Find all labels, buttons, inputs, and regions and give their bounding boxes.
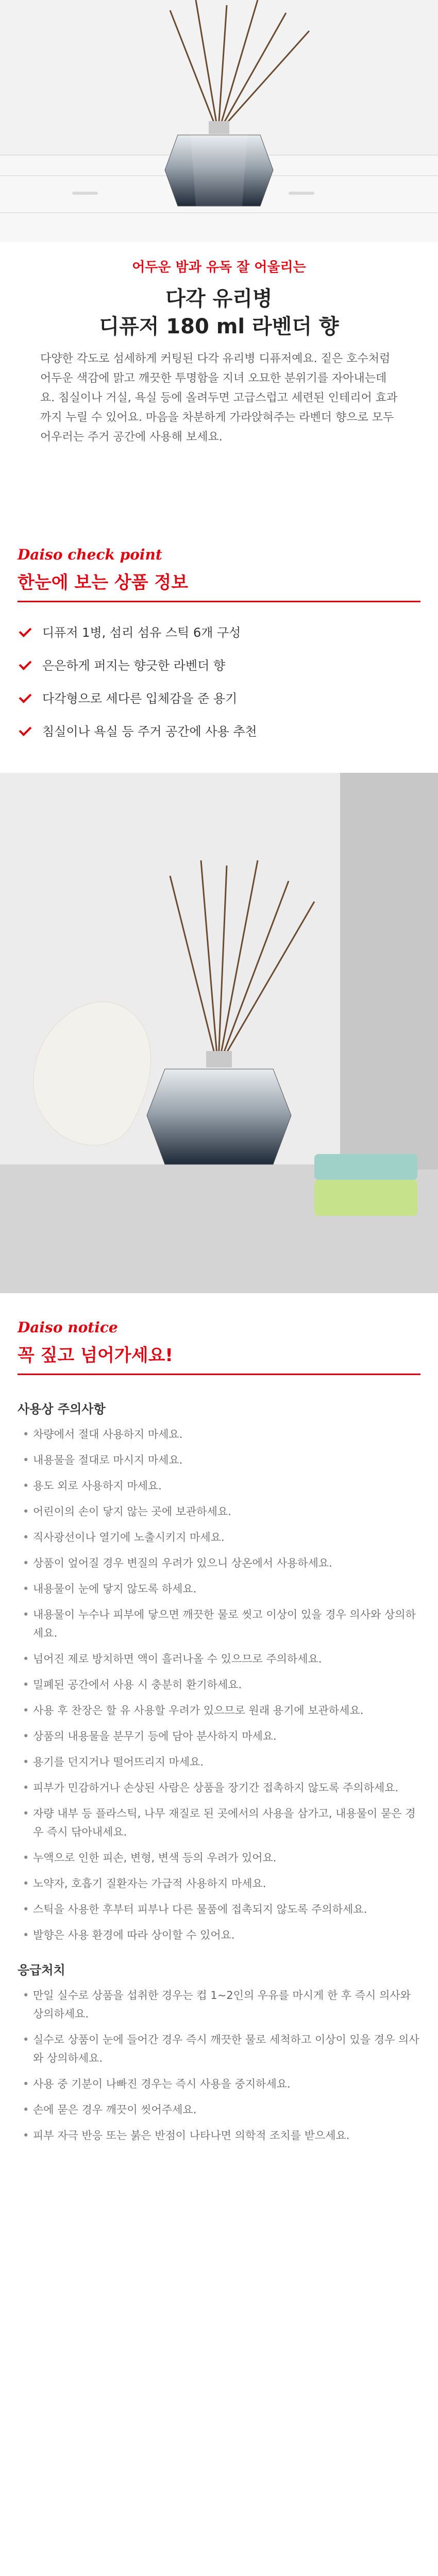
check-list bbox=[18, 616, 420, 748]
caution-item: • 피부가 민감하거나 손상된 사람은 상품을 장기간 접촉하지 않도록 주의하세요. bbox=[18, 1778, 420, 1797]
caution-item: • 용도 외로 사용하지 마세요. bbox=[18, 1477, 420, 1495]
emergency-item: • 만일 실수로 상품을 섭취한 경우는 컵 1~2인의 우유를 마시게 한 후 즉시 의사와 상의하세요. bbox=[18, 1986, 420, 2023]
product-title: 다각 유리병 bbox=[165, 287, 273, 311]
caution-item: • 발향은 사용 환경에 따라 상이할 수 있어요. bbox=[18, 1926, 420, 1944]
caution-item: • 내용물을 절대로 마시지 마세요. bbox=[18, 1451, 420, 1469]
hero-photo bbox=[0, 0, 438, 242]
check-point-header bbox=[18, 546, 420, 602]
divider bbox=[18, 601, 420, 602]
emergency-item: • 손에 묻은 경우 깨끗이 씻어주세요. bbox=[18, 2100, 420, 2119]
check-icon bbox=[19, 723, 32, 736]
caution-item: • 상품이 엎어질 경우 변질의 우려가 있으니 상온에서 사용하세요. bbox=[18, 1554, 420, 1572]
caution-item: • 스틱을 사용한 후부터 피부나 다른 물품에 접촉되지 않도록 주의하세요. bbox=[18, 1900, 420, 1919]
intro-subtitle: 어두운 밤과 유독 잘 어울리는 bbox=[132, 260, 306, 275]
check-item: 침실이나 욕실 등 주거 공간에 사용 추천 bbox=[18, 715, 420, 748]
check-item: 디퓨저 1병, 섬리 섬유 스틱 6개 구성 bbox=[18, 616, 420, 649]
emergency-list bbox=[18, 1986, 420, 2145]
notice-en: Daiso notice bbox=[18, 1319, 118, 1336]
check-item: 다각형으로 세다른 입체감을 준 용기 bbox=[18, 682, 420, 715]
check-point-en: Daiso check point bbox=[18, 546, 162, 563]
check-icon bbox=[19, 624, 32, 637]
caution-item: • 차량에서 절대 사용하지 마세요. bbox=[18, 1425, 420, 1444]
emergency-item: • 사용 중 기분이 나빠진 경우는 즉시 사용을 중지하세요. bbox=[18, 2075, 420, 2093]
caution-title: 사용상 주의사항 bbox=[18, 1402, 106, 1416]
check-point-title: 한눈에 보는 상품 정보 bbox=[18, 572, 189, 593]
product-description: 다양한 각도로 섬세하게 커팅된 다각 유리병 디퓨저예요. 짙은 호수처럼 어두운 색감에 맑고 깨끗한 투명함을 지녀 오묘한 분위기를 자아내는데요. 침실이나 거실, 욕실 등에 올려두면 고급스럽고 세련된 인테리어 효과까지 누릴 수 있어요. 마음을 차분하게 가라앉혀주는 라벤더 향으로 모두 어우러는 주거 공간에 사용해 보세요. bbox=[40, 352, 398, 444]
notice-content bbox=[18, 1399, 420, 2152]
emergency-title: 응급처치 bbox=[18, 1963, 65, 1977]
check-icon bbox=[19, 657, 32, 670]
caution-list bbox=[18, 1425, 420, 1944]
caution-item: • 밀폐된 공간에서 사용 시 충분히 환기하세요. bbox=[18, 1675, 420, 1694]
check-item: 은은하게 퍼지는 향긋한 라벤더 향 bbox=[18, 649, 420, 682]
caution-item: • 용기를 던지거나 떨어뜨리지 마세요. bbox=[18, 1753, 420, 1771]
caution-item: • 노약자, 호흡기 질환자는 가급적 사용하지 마세요. bbox=[18, 1874, 420, 1893]
caution-item: • 넘어진 제로 방치하면 액이 흘러나올 수 있으므로 주의하세요. bbox=[18, 1650, 420, 1668]
product-subtitle: 디퓨저 180 ml 라벤더 향 bbox=[99, 315, 339, 338]
check-icon bbox=[19, 690, 32, 703]
caution-item: • 상품의 내용물을 분무기 등에 담아 분사하지 마세요. bbox=[18, 1727, 420, 1745]
caution-item: • 자량 내부 등 플라스틱, 나무 재질로 된 곳에서의 사용을 삼가고, 내용물이 묻은 경우 즉시 닦아내세요. bbox=[18, 1804, 420, 1841]
caution-item: • 사용 후 찬장은 할 유 사용할 우려가 있으므로 원래 용기에 보관하세요. bbox=[18, 1701, 420, 1720]
caution-item: • 내용물이 누수나 피부에 닿으면 깨끗한 물로 씻고 이상이 있을 경우 의사와 상의하세요. bbox=[18, 1605, 420, 1642]
intro-section bbox=[0, 242, 438, 562]
caution-item: • 어린이의 손이 닿지 않는 곳에 보관하세요. bbox=[18, 1502, 420, 1521]
notice-title: 꼭 짚고 넘어가세요! bbox=[18, 1345, 173, 1366]
emergency-item: • 피부 자극 반응 또는 붉은 반점이 나타나면 의학적 조치를 받으세요. bbox=[18, 2126, 420, 2145]
caution-item: • 직사광선이나 열기에 노출시키지 마세요. bbox=[18, 1528, 420, 1547]
caution-item: • 누액으로 인한 피손, 변형, 변색 등의 우려가 있어요. bbox=[18, 1849, 420, 1867]
lifestyle-photo bbox=[0, 773, 438, 1293]
notice-header bbox=[18, 1319, 420, 1375]
emergency-item: • 실수로 상품이 눈에 들어간 경우 즉시 깨끗한 물로 세척하고 이상이 있을 경우 의사와 상의하세요. bbox=[18, 2030, 420, 2067]
divider bbox=[18, 1374, 420, 1375]
caution-item: • 내용물이 눈에 닿지 않도록 하세요. bbox=[18, 1580, 420, 1598]
